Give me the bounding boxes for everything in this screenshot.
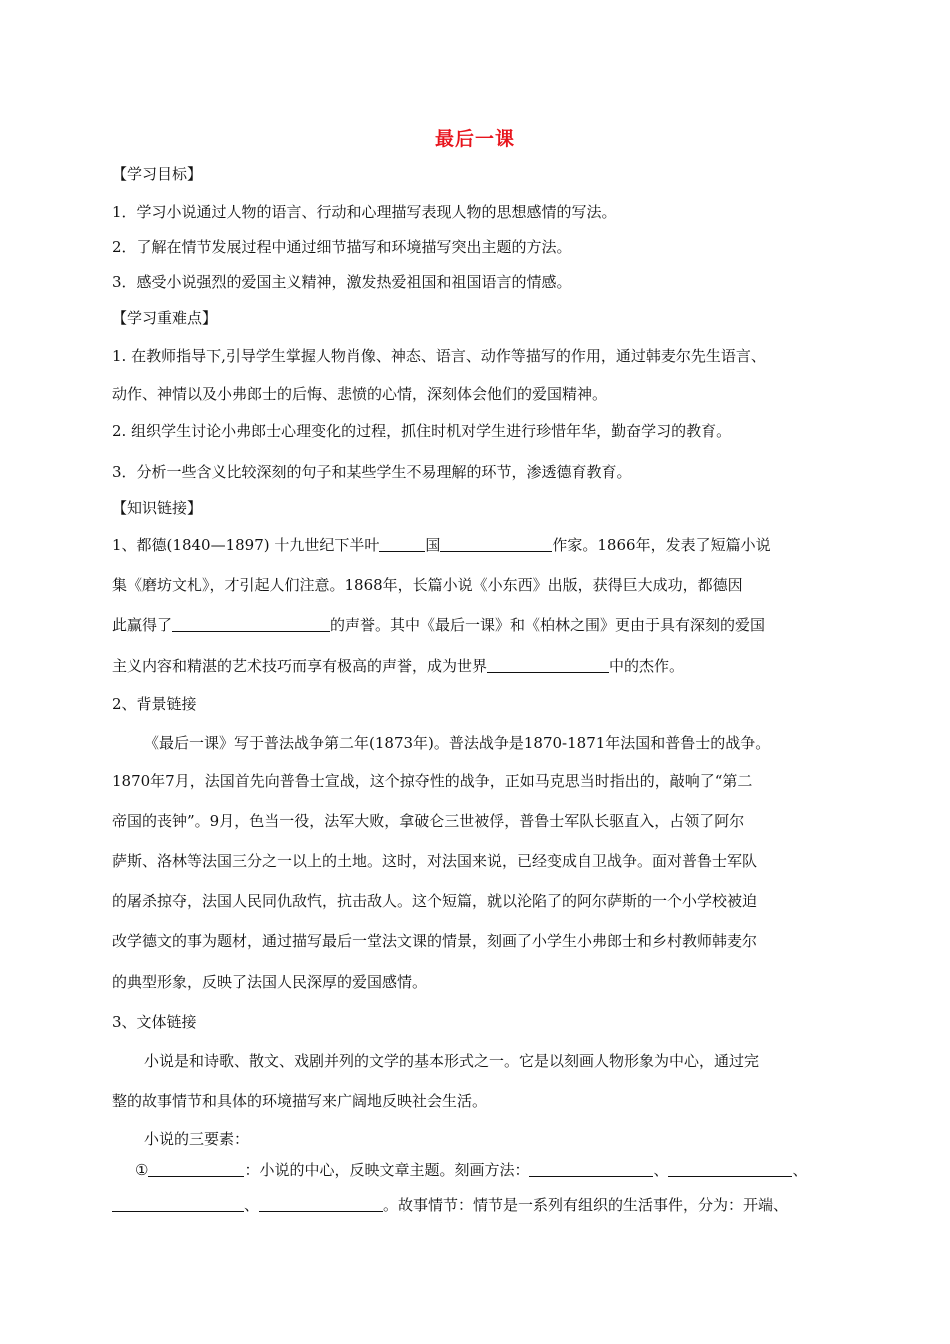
element-sep-2: 、 xyxy=(792,1161,808,1179)
objective-2: 2．了解在情节发展过程中通过细节描写和环境描写突出主题的方法。 xyxy=(112,238,572,256)
blank-genre[interactable] xyxy=(440,536,552,552)
background-line-1: 《最后一课》写于普法战争第二年(1873年)。普法战争是1870-1871年法国和普鲁士的战争。 xyxy=(144,734,771,752)
section-heading-knowledge: 【知识链接】 xyxy=(112,499,203,517)
blank-method-4[interactable] xyxy=(259,1196,383,1212)
keypoint-3: 3．分析一些含义比较深刻的句子和某些学生不易理解的环节，渗透德育教育。 xyxy=(112,463,632,481)
element-line-2 xyxy=(112,1195,788,1215)
element-line-1 xyxy=(135,1160,808,1180)
author-line-4 xyxy=(112,656,684,676)
author-line-1 xyxy=(112,535,771,555)
background-line-6: 改学德文的事为题材，通过描写最后一堂法文课的情景，刻画了小学生小弗郎士和乡村教师韩麦尔 xyxy=(112,932,758,950)
element-marker: ① xyxy=(135,1161,149,1179)
background-heading: 2、背景链接 xyxy=(112,695,197,713)
section-heading-objectives: 【学习目标】 xyxy=(112,165,203,183)
background-line-2: 1870年7月，法国首先向普鲁士宣战，这个掠夺性的战争，正如马克思当时指出的，敲响了“第二 xyxy=(112,772,753,790)
author-text-e: 的声誉。其中《最后一课》和《柏林之围》更由于具有深刻的爱国 xyxy=(330,616,766,634)
section-heading-keypoints: 【学习重难点】 xyxy=(112,309,218,327)
background-line-3: 帝国的丧钟”。9月，色当一役，法军大败，拿破仑三世被俘，普鲁士军队长驱直入，占领了阿尔 xyxy=(112,812,745,830)
blank-nationality[interactable] xyxy=(379,536,425,552)
author-line-3 xyxy=(112,615,765,635)
background-line-7: 的典型形象，反映了法国人民深厚的爱国感情。 xyxy=(112,973,428,991)
blank-method-1[interactable] xyxy=(529,1161,653,1177)
author-text-d: 此赢得了 xyxy=(112,616,173,634)
page-title: 最后一课 xyxy=(434,128,515,150)
author-text-b: 国 xyxy=(425,536,441,554)
background-line-5: 的屠杀掠夺，法国人民同仇敌忾，抗击敌人。这个短篇，就以沦陷了的阿尔萨斯的一个小学校被迫 xyxy=(112,892,758,910)
blank-reputation[interactable] xyxy=(172,616,330,632)
objective-1: 1．学习小说通过人物的语言、行动和心理描写表现人物的思想感情的写法。 xyxy=(112,203,617,221)
keypoint-2: 2. 组织学生讨论小弗郎士心理变化的过程，抓住时机对学生进行珍惜年华，勤奋学习的教育。 xyxy=(112,422,732,440)
author-text-f: 主义内容和精湛的艺术技巧而享有极高的声誉，成为世界 xyxy=(112,657,488,675)
element-text-a: ：小说的中心，反映文章主题。刻画方法： xyxy=(244,1161,530,1179)
objective-3: 3．感受小说强烈的爱国主义精神，激发热爱祖国和祖国语言的情感。 xyxy=(112,273,572,291)
element-sep-1: 、 xyxy=(653,1161,669,1179)
element-text-b: 。故事情节：情节是一系列有组织的生活事件，分为：开端、 xyxy=(383,1196,789,1214)
genre-paragraph-line-1: 小说是和诗歌、散文、戏剧并列的文学的基本形式之一。它是以刻画人物形象为中心，通过完 xyxy=(144,1052,760,1070)
author-line-2: 集《磨坊文札》，才引起人们注意。1868年，长篇小说《小东西》出版，获得巨大成功，都德因 xyxy=(112,576,743,594)
genre-paragraph-line-2: 整的故事情节和具体的环境描写来广阔地反映社会生活。 xyxy=(112,1092,488,1110)
author-text-a: 1、都德(1840—1897) 十九世纪下半叶 xyxy=(112,536,380,554)
blank-method-2[interactable] xyxy=(668,1161,792,1177)
three-elements-heading: 小说的三要素： xyxy=(144,1130,250,1148)
genre-heading: 3、文体链接 xyxy=(112,1013,197,1031)
keypoint-1-line-1: 1. 在教师指导下,引导学生掌握人物肖像、神态、语言、动作等描写的作用，通过韩麦尔先生语言、 xyxy=(112,347,766,365)
author-text-g: 中的杰作。 xyxy=(609,657,685,675)
blank-category[interactable] xyxy=(487,657,609,673)
author-text-c: 作家。1866年，发表了短篇小说 xyxy=(552,536,771,554)
background-line-4: 萨斯、洛林等法国三分之一以上的土地。这时，对法国来说，已经变成自卫战争。面对普鲁士军队 xyxy=(112,852,758,870)
blank-element-1[interactable] xyxy=(148,1161,244,1177)
element-sep-3: 、 xyxy=(244,1196,260,1214)
blank-method-3[interactable] xyxy=(112,1196,244,1212)
keypoint-1-line-2: 动作、神情以及小弗郎士的后悔、悲愤的心情，深刻体会他们的爱国精神。 xyxy=(112,385,608,403)
